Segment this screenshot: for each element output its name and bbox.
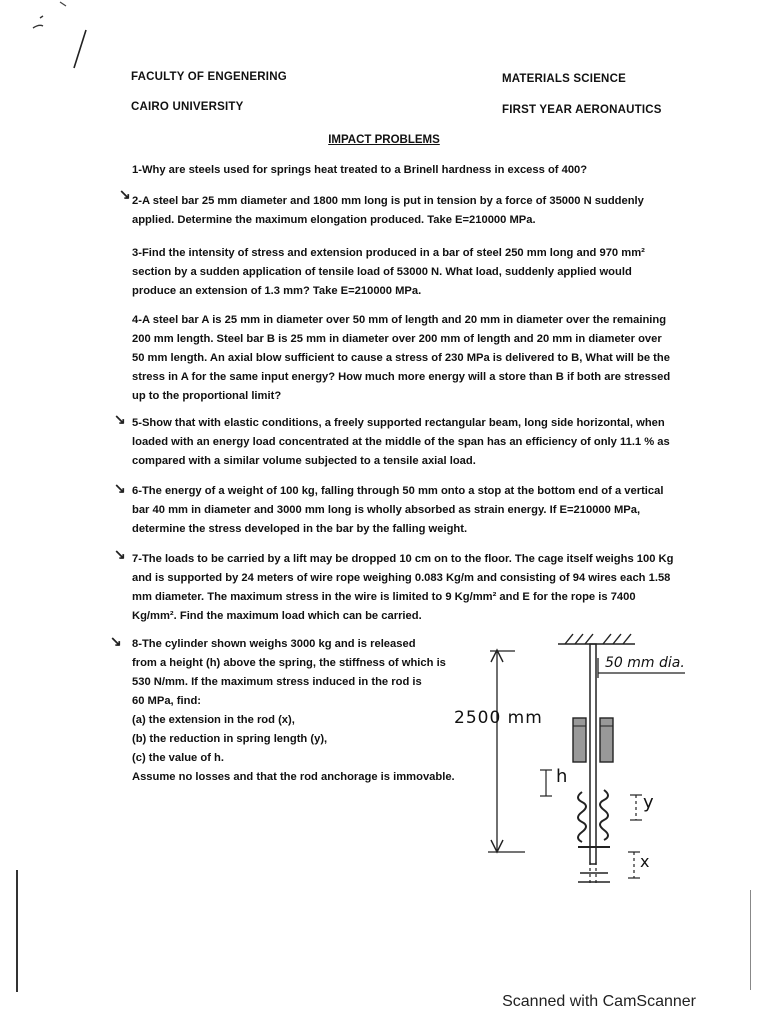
problem-1-text: 1-Why are steels used for springs heat treated to a Brinell hardness in excess of 400? [132, 164, 588, 176]
problem-1 [132, 161, 677, 180]
problem-8-line: 8-The cylinder shown weighs 3000 kg and is released [132, 638, 416, 650]
check-mark-icon: ↘ [119, 186, 131, 202]
problem-8-line: (b) the reduction in spring length (y), [132, 733, 328, 745]
spring [578, 790, 608, 842]
problem-6-text: 6-The energy of a weight of 100 kg, falling through 50 mm onto a stop at the bottom end of a vertical bar 40 mm in diameter and 3000 mm long is wholly absorbed as strain energy. If E=210000 MPa, determine the stress developed in the bar by the falling weight. [132, 485, 664, 535]
pen-mark-decoration [28, 0, 98, 75]
problem-6 [132, 482, 677, 539]
check-mark-icon: ↘ [114, 546, 126, 562]
x-label: x [640, 852, 650, 871]
scan-edge-right [750, 890, 751, 990]
problem-8-line: from a height (h) above the spring, the stiffness of which is [132, 657, 446, 669]
problem-2 [132, 192, 677, 230]
diameter-label: 50 mm dia. [605, 655, 685, 671]
problem-3 [132, 244, 677, 301]
problem-8-line: 60 MPa, find: [132, 695, 201, 707]
problem-4-text: 4-A steel bar A is 25 mm in diameter over 50 mm of length and 20 mm in diameter over the remaining 200 mm length. Steel bar B is 25 mm in diameter over 200 mm of length and 20 mm in diameter over 50 mm length. An axial blow sufficient to cause a stress of 230 MPa is delivered to B, What will be the stress in A for the same input energy? How much more energy will a store than B if both are stressed up to the proportional limit? [132, 314, 671, 402]
problem-8-line: (c) the value of h. [132, 752, 224, 764]
check-mark-icon: ↘ [110, 633, 122, 649]
scan-edge-left [16, 870, 18, 992]
problem-7-text: 7-The loads to be carried by a lift may be dropped 10 cm on to the floor. The cage itself weighs 100 Kg and is supported by 24 meters of wire rope weighing 0.083 Kg/m and consisting of 94 wires each 1.58 mm diameter. The maximum stress in the wire is limited to 9 Kg/mm² and E for the rope is 7400 Kg/mm². Find the maximum load which can be carried. [132, 553, 674, 622]
problem-3-text: 3-Find the intensity of stress and extension produced in a bar of steel 250 mm long and 970 mm² section by a sudden application of tensile load of 53000 N. What load, suddenly applied would produce an extension of 1.3 mm? Take E=210000 MPa. [132, 247, 645, 297]
cylinder-left [573, 718, 586, 762]
scanner-watermark: Scanned with CamScanner [502, 993, 696, 1010]
problem-5-text: 5-Show that with elastic conditions, a freely supported rectangular beam, long side horizontal, when loaded with an energy load concentrated at the middle of the span has an efficiency of only 11.1 % as compared with a similar volume subjected to a tensile axial load. [132, 417, 670, 467]
check-mark-icon: ↘ [114, 480, 126, 496]
problem-2-text: 2-A steel bar 25 mm diameter and 1800 mm long is put in tension by a force of 35000 N suddenly applied. Determine the maximum elongation produced. Take E=210000 MPa. [132, 195, 644, 226]
course-label: MATERIALS SCIENCE [502, 73, 626, 85]
problem-8 [132, 635, 482, 787]
check-mark-icon: ↘ [114, 411, 126, 427]
h-label: h [556, 766, 568, 787]
page-title: IMPACT PROBLEMS [328, 134, 440, 146]
problem-7 [132, 550, 677, 626]
ceiling-hatch [565, 634, 631, 644]
rod [590, 644, 596, 864]
length-label: 2500 mm [454, 708, 543, 728]
problem-8-line: 530 N/mm. If the maximum stress induced in the rod is [132, 676, 422, 688]
problem-8-line: (a) the extension in the rod (x), [132, 714, 295, 726]
cylinder-right [600, 718, 613, 762]
year-label: FIRST YEAR AERONAUTICS [502, 104, 662, 116]
problem-5 [132, 414, 677, 471]
problem-4 [132, 311, 677, 406]
y-label: y [643, 792, 654, 813]
problem-8-line: Assume no losses and that the rod anchorage is immovable. [132, 771, 455, 783]
faculty-label: FACULTY OF ENGENERING [131, 71, 287, 83]
university-label: CAIRO UNIVERSITY [131, 101, 244, 113]
